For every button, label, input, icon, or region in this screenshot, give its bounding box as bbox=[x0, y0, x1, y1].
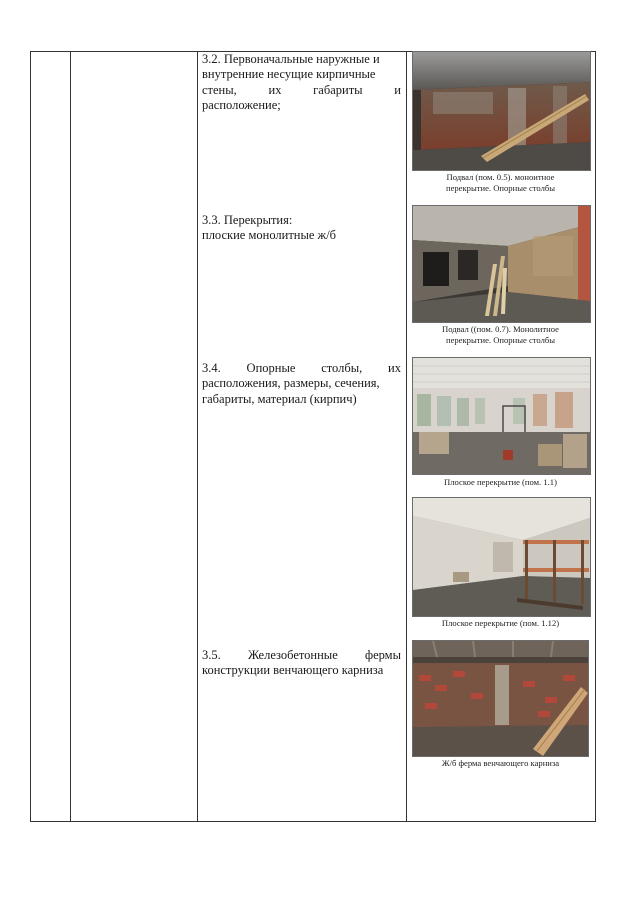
table-col-divider-2 bbox=[197, 51, 198, 822]
text-line: 3.4. Опорные столбы, их bbox=[202, 361, 401, 375]
table-col-divider-1 bbox=[70, 51, 71, 822]
table-bottom-border bbox=[30, 821, 595, 822]
caption-line: Подвал (пом. 0.5). моноитное bbox=[446, 172, 555, 182]
text-line: плоские монолитные ж/б bbox=[202, 228, 337, 243]
caption-line: Подвал ((пом. 0.7). Монолитное bbox=[442, 324, 559, 334]
caption-line: Плоское перекрытие (пом. 1.1) bbox=[444, 477, 557, 487]
caption-line: перекрытие. Опорные столбы bbox=[445, 183, 556, 193]
caption-line: Ж/б ферма венчающего карниза bbox=[441, 758, 560, 768]
text-line: конструкции венчающего карниза bbox=[202, 663, 384, 678]
photo-room-1-1-image bbox=[413, 358, 590, 474]
photo-cornice-truss bbox=[412, 640, 589, 757]
photo-basement-0-5-image bbox=[413, 52, 590, 170]
section-3-2-text bbox=[202, 52, 401, 114]
text-line: габариты, материал (кирпич) bbox=[202, 391, 357, 406]
section-3-4-text bbox=[202, 361, 401, 407]
photo-room-1-12-image bbox=[413, 498, 590, 616]
table-col-divider-3 bbox=[406, 51, 407, 822]
text-line: расположения, размеры, сечения, bbox=[202, 376, 380, 391]
text-line: расположение; bbox=[202, 98, 281, 113]
caption-line: Плоское перекрытие (пом. 1.12) bbox=[441, 618, 560, 628]
text-line: 3.5. Железобетонные фермы bbox=[202, 648, 401, 662]
table-border-left bbox=[30, 51, 31, 822]
section-3-5-text bbox=[202, 648, 401, 679]
caption-line: перекрытие. Опорные столбы bbox=[445, 335, 556, 345]
photo-basement-0-5 bbox=[412, 51, 591, 171]
photo-cornice-truss-caption bbox=[407, 758, 594, 769]
section-3-3-text bbox=[202, 213, 401, 244]
photo-basement-0-7-caption bbox=[407, 324, 594, 346]
photo-basement-0-7-image bbox=[413, 206, 590, 322]
text-line: 3.3. Перекрытия: bbox=[202, 213, 293, 227]
photo-room-1-1-caption bbox=[407, 477, 594, 488]
photo-basement-0-7 bbox=[412, 205, 591, 323]
text-line: стены, их габариты и bbox=[202, 82, 401, 97]
photo-room-1-12 bbox=[412, 497, 591, 617]
photo-cornice-truss-image bbox=[413, 641, 588, 756]
text-line: 3.2. Первоначальные наружные и bbox=[202, 52, 380, 66]
text-line: внутренние несущие кирпичные bbox=[202, 67, 376, 82]
photo-room-1-1 bbox=[412, 357, 591, 475]
photo-room-1-12-caption bbox=[407, 618, 594, 629]
table-border-right bbox=[595, 51, 596, 822]
photo-basement-0-5-caption bbox=[407, 172, 594, 194]
